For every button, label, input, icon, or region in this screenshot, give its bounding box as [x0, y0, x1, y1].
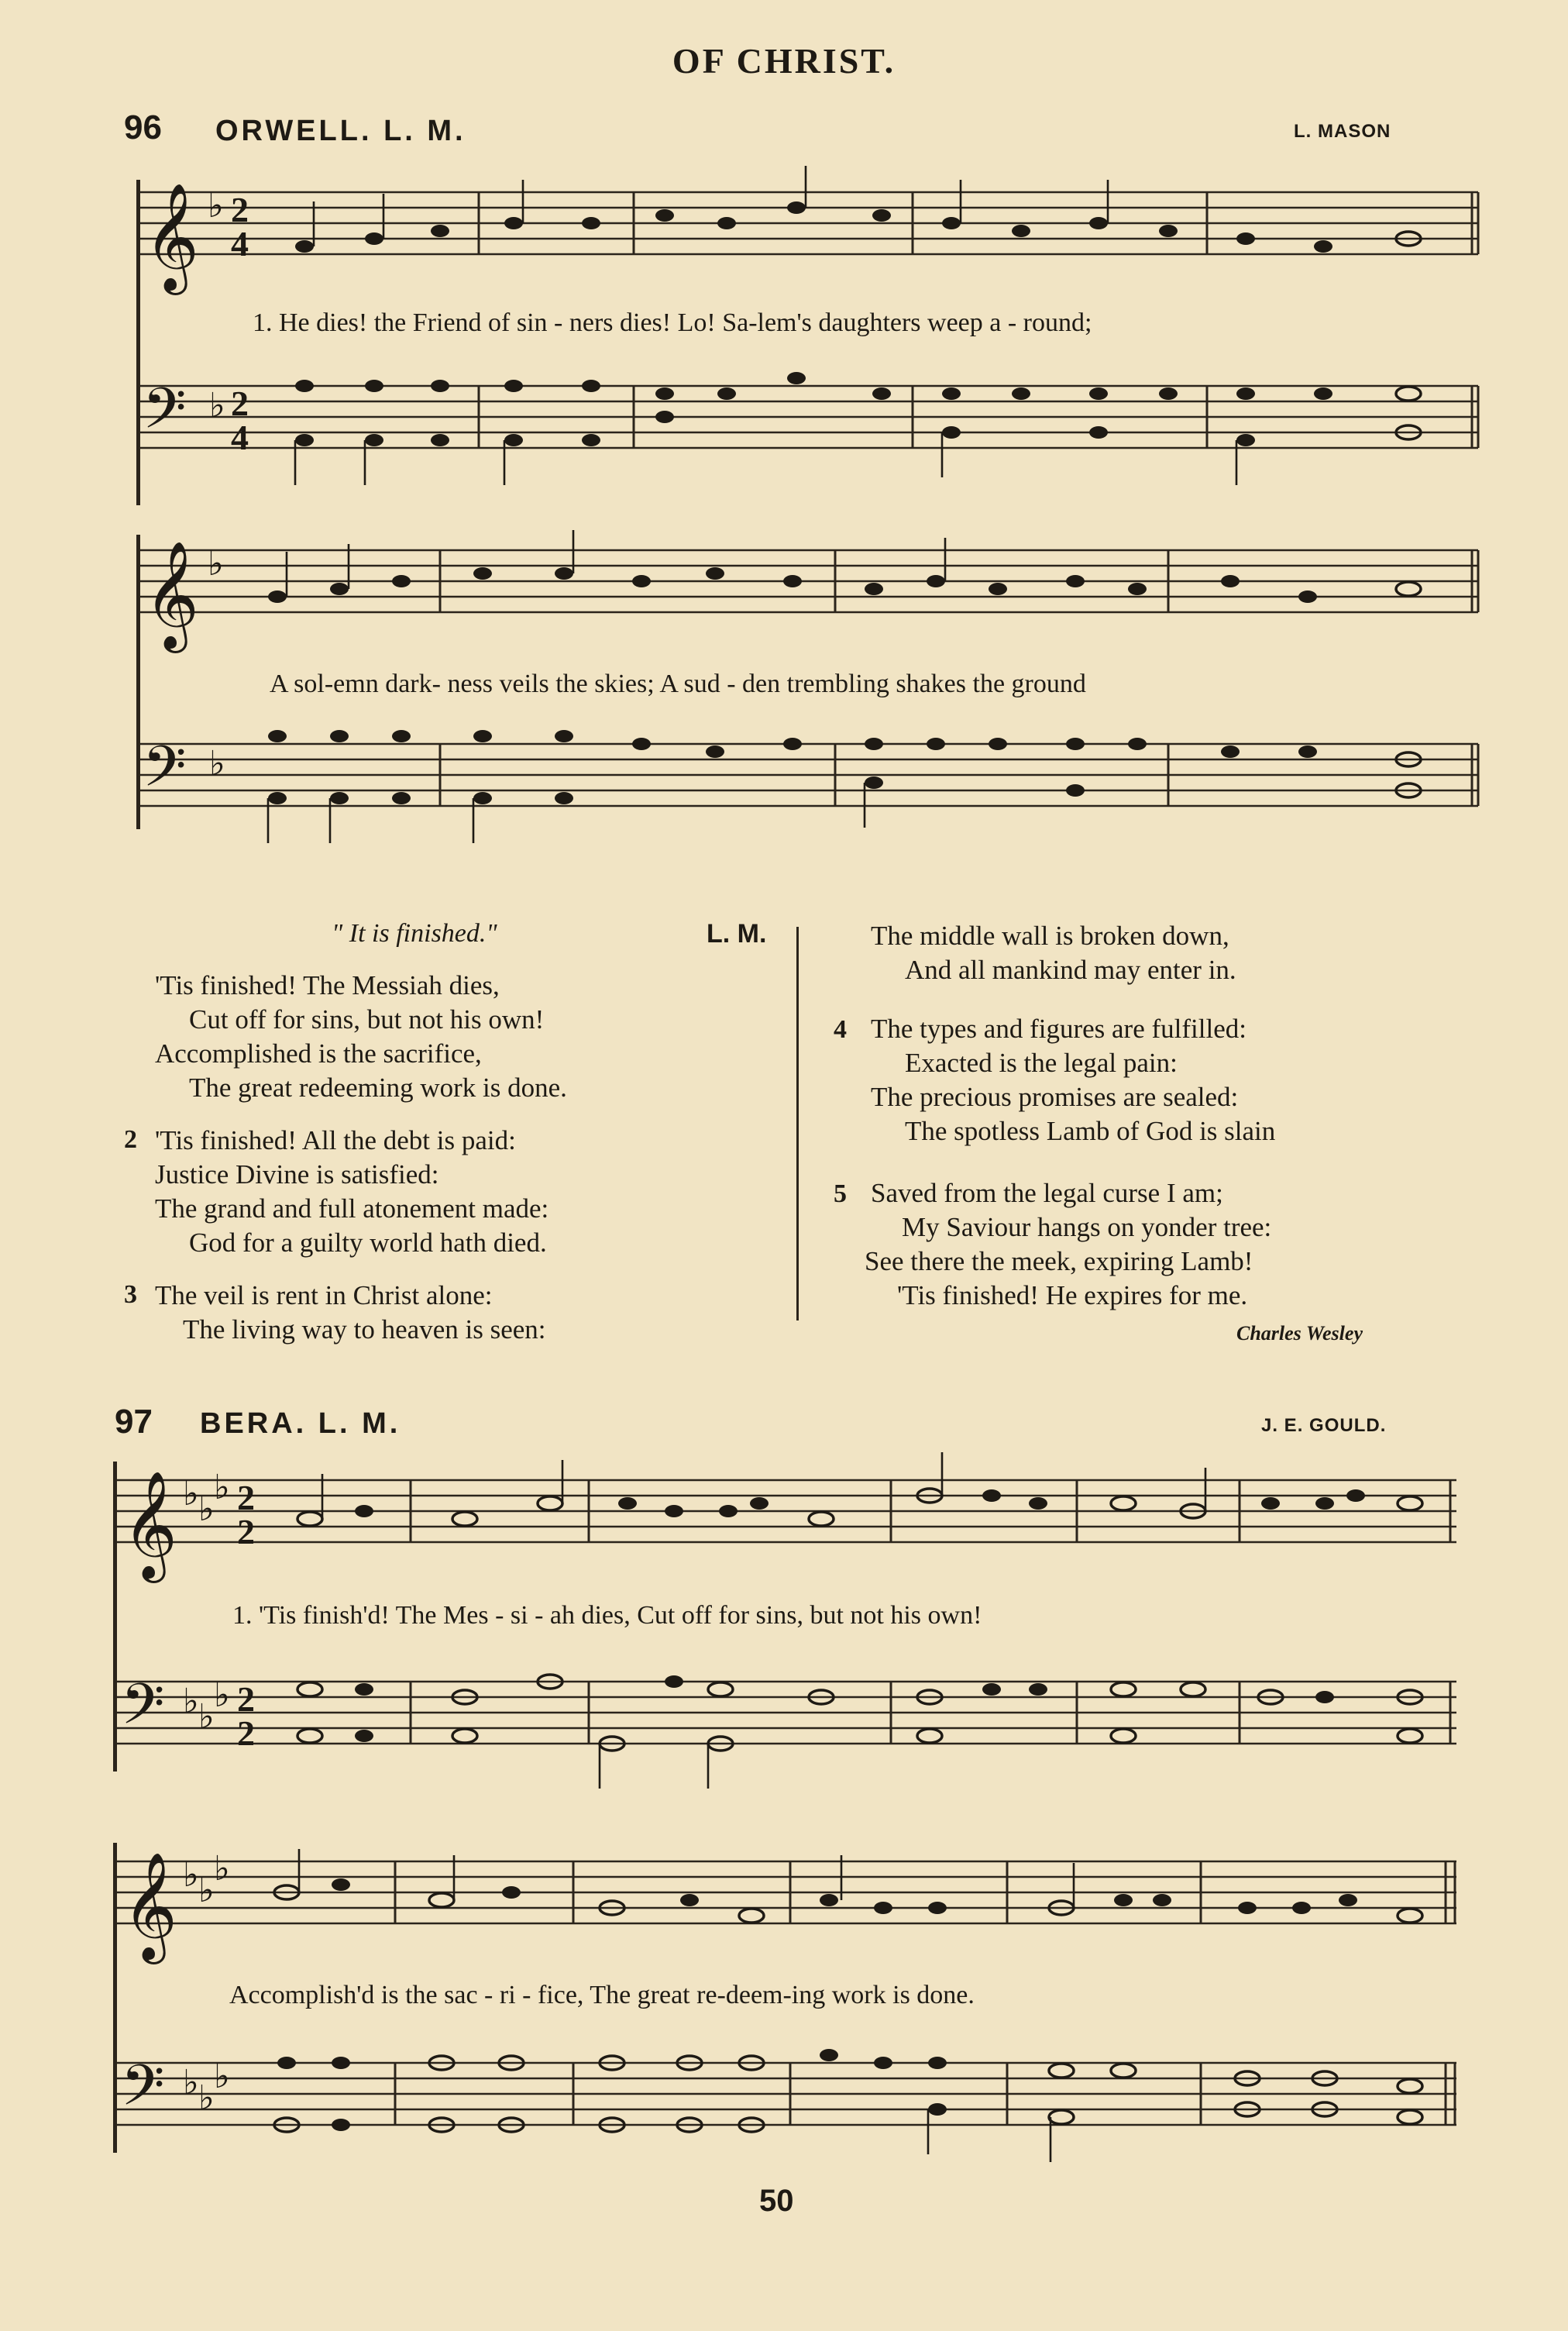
- stanza-number: 3: [124, 1280, 137, 1309]
- hymn-number: 97: [115, 1403, 153, 1441]
- tune-title: [200, 1407, 401, 1441]
- flat-icon: ♭: [214, 1468, 230, 1507]
- flat-icon: ♭: [183, 2063, 199, 2102]
- stanza-line: The veil is rent in Christ alone:: [155, 1280, 493, 1310]
- svg-text:4: 4: [231, 224, 249, 263]
- treble-clef-icon: 𝄞: [122, 1852, 177, 1960]
- bass-clef-icon: 𝄢: [143, 375, 187, 455]
- stanza-line: The precious promises are sealed:: [871, 1082, 1239, 1112]
- staff-bass: [138, 375, 1486, 471]
- column-divider: [796, 927, 799, 1320]
- flat-icon: ♭: [208, 544, 224, 584]
- flat-icon: ♭: [208, 186, 224, 226]
- stanza-line: The spotless Lamb of God is slain: [905, 1116, 1276, 1146]
- svg-text:4: 4: [231, 418, 249, 457]
- staff-treble: [138, 183, 1486, 291]
- svg-text:2: 2: [231, 190, 249, 229]
- stanza-number: 4: [834, 1015, 847, 1044]
- flat-icon: ♭: [209, 386, 225, 425]
- hymn-text-title: " It is finished.": [332, 919, 497, 948]
- staff-treble: [116, 1849, 1464, 1960]
- svg-text:2: 2: [231, 384, 249, 423]
- svg-text:2: 2: [237, 1512, 255, 1551]
- stanza-line: 'Tis finished! He expires for me.: [897, 1280, 1248, 1310]
- stanza-line: Cut off for sins, but not his own!: [189, 1004, 545, 1035]
- stanza-line: The grand and full atonement made:: [155, 1193, 549, 1224]
- page-number: 50: [759, 2184, 794, 2218]
- author-credit: Charles Wesley: [1236, 1322, 1363, 1345]
- stanza-line: The types and figures are fulfilled:: [871, 1014, 1246, 1044]
- stanza-line: Saved from the legal curse I am;: [871, 1178, 1223, 1208]
- tune-meter: L. M.: [318, 1407, 401, 1440]
- stanza-line: See there the meek, expiring Lamb!: [865, 1246, 1253, 1276]
- staff-treble: [138, 541, 1486, 649]
- tune-name: BERA.: [200, 1407, 308, 1440]
- svg-text:2: 2: [237, 1679, 255, 1719]
- stanza-line: Exacted is the legal pain:: [905, 1048, 1178, 1078]
- flat-icon: ♭: [198, 1489, 215, 1529]
- stanza-line: And all mankind may enter in.: [905, 955, 1236, 985]
- flat-icon: ♭: [214, 1675, 230, 1715]
- svg-text:2: 2: [237, 1478, 255, 1517]
- flat-icon: ♭: [183, 1474, 199, 1513]
- staff-bass: [116, 1671, 1464, 1767]
- page-header: OF CHRIST.: [672, 41, 896, 81]
- lyric-line: Accomplish'd is the sac - ri - fice, The great re-deem-ing work is done.: [229, 1981, 975, 2009]
- staff-bass: [138, 733, 1486, 829]
- flat-icon: ♭: [214, 2057, 230, 2096]
- bass-clef-icon: 𝄢: [143, 733, 187, 813]
- treble-clef-icon: 𝄞: [122, 1471, 177, 1579]
- stanza-line: My Saviour hangs on yonder tree:: [902, 1212, 1272, 1242]
- composer: J. E. GOULD.: [1261, 1415, 1387, 1436]
- flat-icon: ♭: [198, 1871, 215, 1910]
- flat-icon: ♭: [198, 1697, 215, 1737]
- lyric-line: 1. 'Tis finish'd! The Mes - si - ah dies, Cut off for sins, but not his own!: [232, 1601, 982, 1630]
- stanza-line: Accomplished is the sacrifice,: [155, 1038, 482, 1069]
- stanza-line: The middle wall is broken down,: [871, 921, 1229, 951]
- stanza-number: 2: [124, 1125, 137, 1154]
- svg-text:2: 2: [237, 1713, 255, 1753]
- stanza-line: The living way to heaven is seen:: [183, 1314, 546, 1345]
- stanza-line: God for a guilty world hath died.: [189, 1227, 547, 1258]
- lyric-line: 1. He dies! the Friend of sin - ners dies! Lo! Sa-lem's daughters weep a - round;: [253, 308, 1092, 337]
- tune-title: [215, 115, 466, 148]
- flat-icon: ♭: [198, 2078, 215, 2118]
- flat-icon: ♭: [209, 744, 225, 783]
- flat-icon: ♭: [214, 1849, 230, 1889]
- hymn-text-meter: L. M.: [707, 919, 767, 949]
- tune-name: ORWELL.: [215, 115, 373, 147]
- treble-clef-icon: 𝄞: [144, 541, 199, 649]
- bass-clef-icon: 𝄢: [121, 2052, 165, 2132]
- stanza-line: 'Tis finished! The Messiah dies,: [155, 970, 500, 1000]
- flat-icon: ♭: [183, 1682, 199, 1721]
- bass-clef-icon: 𝄢: [121, 1671, 165, 1751]
- stanza-line: The great redeeming work is done.: [189, 1073, 567, 1103]
- treble-clef-icon: 𝄞: [144, 183, 199, 291]
- staff-bass: [116, 2052, 1464, 2148]
- stanza-line: 'Tis finished! All the debt is paid:: [155, 1125, 516, 1155]
- stanza-number: 5: [834, 1179, 847, 1208]
- composer: L. MASON: [1294, 121, 1391, 142]
- tune-meter: L. M.: [383, 115, 466, 147]
- lyric-line: A sol-emn dark- ness veils the skies; A sud - den trembling shakes the ground: [270, 670, 1086, 698]
- flat-icon: ♭: [183, 1855, 199, 1895]
- stanza-line: Justice Divine is satisfied:: [155, 1159, 439, 1190]
- hymn-number: 96: [124, 108, 162, 146]
- staff-treble: [116, 1468, 1464, 1579]
